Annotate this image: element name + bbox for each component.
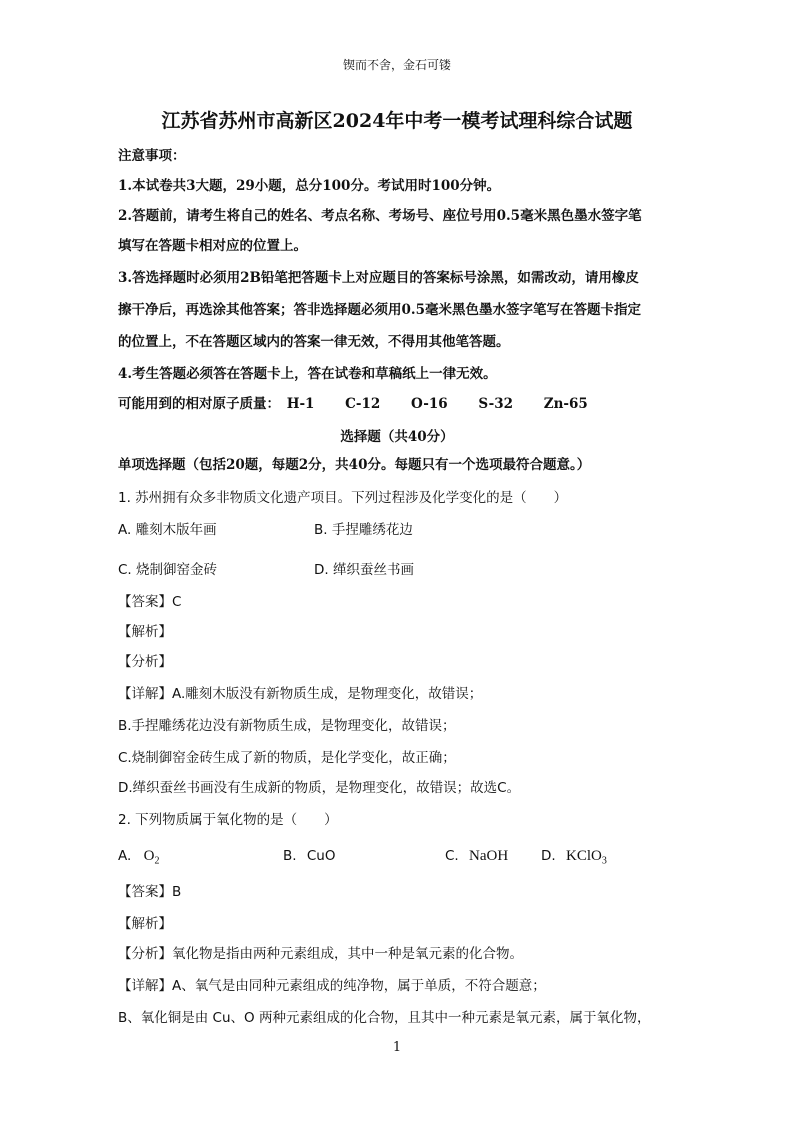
atomic-mass-row (118, 394, 588, 414)
q2-formula-subscript: 3 (601, 855, 607, 867)
q2-formula: CuO (306, 848, 336, 864)
q1-detail-2: B.手捏雕绣花边没有新物质生成，是物理变化，故错误； (118, 718, 456, 734)
notice-line-3: 填写在答题卡相对应的位置上。 (118, 238, 307, 254)
notice-line-6: 的位置上，不在答题区域内的答案一律无效，不得用其他笔答题。 (118, 334, 510, 350)
q2-option-c: C. NaOH (445, 848, 509, 864)
section-description: 单项选择题（包括20题，每题2分，共40分。每题只有一个选项最符合题意。） (118, 457, 591, 473)
q2-formula: NaOH (469, 848, 509, 864)
q1-option-b: B. 手捏雕绣花边 (314, 522, 413, 538)
q1-jiexi: 【解析】 (118, 624, 172, 640)
notice-line-5: 擦干净后，再选涂其他答案；答非选择题必须用0.5毫米黑色墨水签字笔写在答题卡指定 (118, 302, 641, 318)
q2-stem: 2. 下列物质属于氧化物的是（ ） (118, 812, 338, 828)
q2-option-d: D. KClO$_3$ (541, 848, 607, 867)
q1-detail-3: C.烧制御窑金砖生成了新的物质，是化学变化，故正确； (118, 750, 456, 766)
notice-line-4: 3.答选择题时必须用2B铅笔把答题卡上对应题目的答案标号涂黑，如需改动，请用橡皮 (118, 270, 639, 286)
q2-option-b: B. CuO (283, 848, 336, 864)
atomic-mass-item: O-16 (411, 396, 448, 412)
q2-formula: O (143, 848, 155, 864)
q1-option-a: A. 雕刻木版年画 (118, 522, 217, 538)
q1-answer: 【答案】C (118, 594, 182, 610)
q1-option-c: C. 烧制御窑金砖 (118, 562, 218, 578)
q1-detail-1: 【详解】A.雕刻木版没有新物质生成，是物理变化，故错误； (118, 686, 483, 702)
q2-detail-1: 【详解】A、氧气是由同种元素组成的纯净物，属于单质，不符合题意； (118, 978, 546, 994)
q2-fenxi: 【分析】氧化物是指由两种元素组成，其中一种是氧元素的化合物。 (118, 946, 523, 962)
notice-line-7: 4.考生答题必须答在答题卡上，答在试卷和草稿纸上一律无效。 (118, 366, 497, 382)
notice-line-1: 1.本试卷共3大题，29小题，总分100分。考试用时100分钟。 (118, 178, 501, 194)
atomic-mass-item: Zn-65 (543, 396, 588, 412)
page-header: 锲而不舍，金石可镂 (342, 58, 451, 72)
notice-heading: 注意事项： (118, 148, 186, 164)
q2-jiexi: 【解析】 (118, 916, 172, 932)
section-title: 选择题（共40分） (340, 429, 454, 445)
q2-formula-subscript: 2 (154, 855, 160, 867)
q2-answer: 【答案】B (118, 884, 182, 900)
q1-option-d: D. 缂织蚕丝书画 (314, 562, 414, 578)
atomic-mass-item: C-12 (345, 396, 381, 412)
page-title: 江苏省苏州市高新区2024年中考一模考试理科综合试题 (161, 110, 633, 132)
q2-option-a: A. $O_2$ (118, 848, 160, 867)
q2-formula: KClO (565, 848, 602, 864)
q2-detail-2: B、氧化铜是由 Cu、O 两种元素组成的化合物，且其中一种元素是氧元素，属于氧化物， (118, 1010, 651, 1026)
atomic-mass-label: 可能用到的相对原子质量： (118, 396, 280, 412)
q1-stem: 1. 苏州拥有众多非物质文化遗产项目。下列过程涉及化学变化的是（ ） (118, 490, 568, 506)
page-number: 1 (392, 1040, 402, 1055)
q1-fenxi: 【分析】 (118, 654, 172, 670)
q1-detail-4: D.缂织蚕丝书画没有生成新的物质，是物理变化，故错误；故选C。 (118, 780, 521, 796)
notice-line-2: 2.答题前，请考生将自己的姓名、考点名称、考场号、座位号用0.5毫米黑色墨水签字笔 (118, 208, 642, 224)
atomic-mass-item: S-32 (478, 396, 514, 412)
atomic-mass-item: H-1 (286, 396, 315, 412)
